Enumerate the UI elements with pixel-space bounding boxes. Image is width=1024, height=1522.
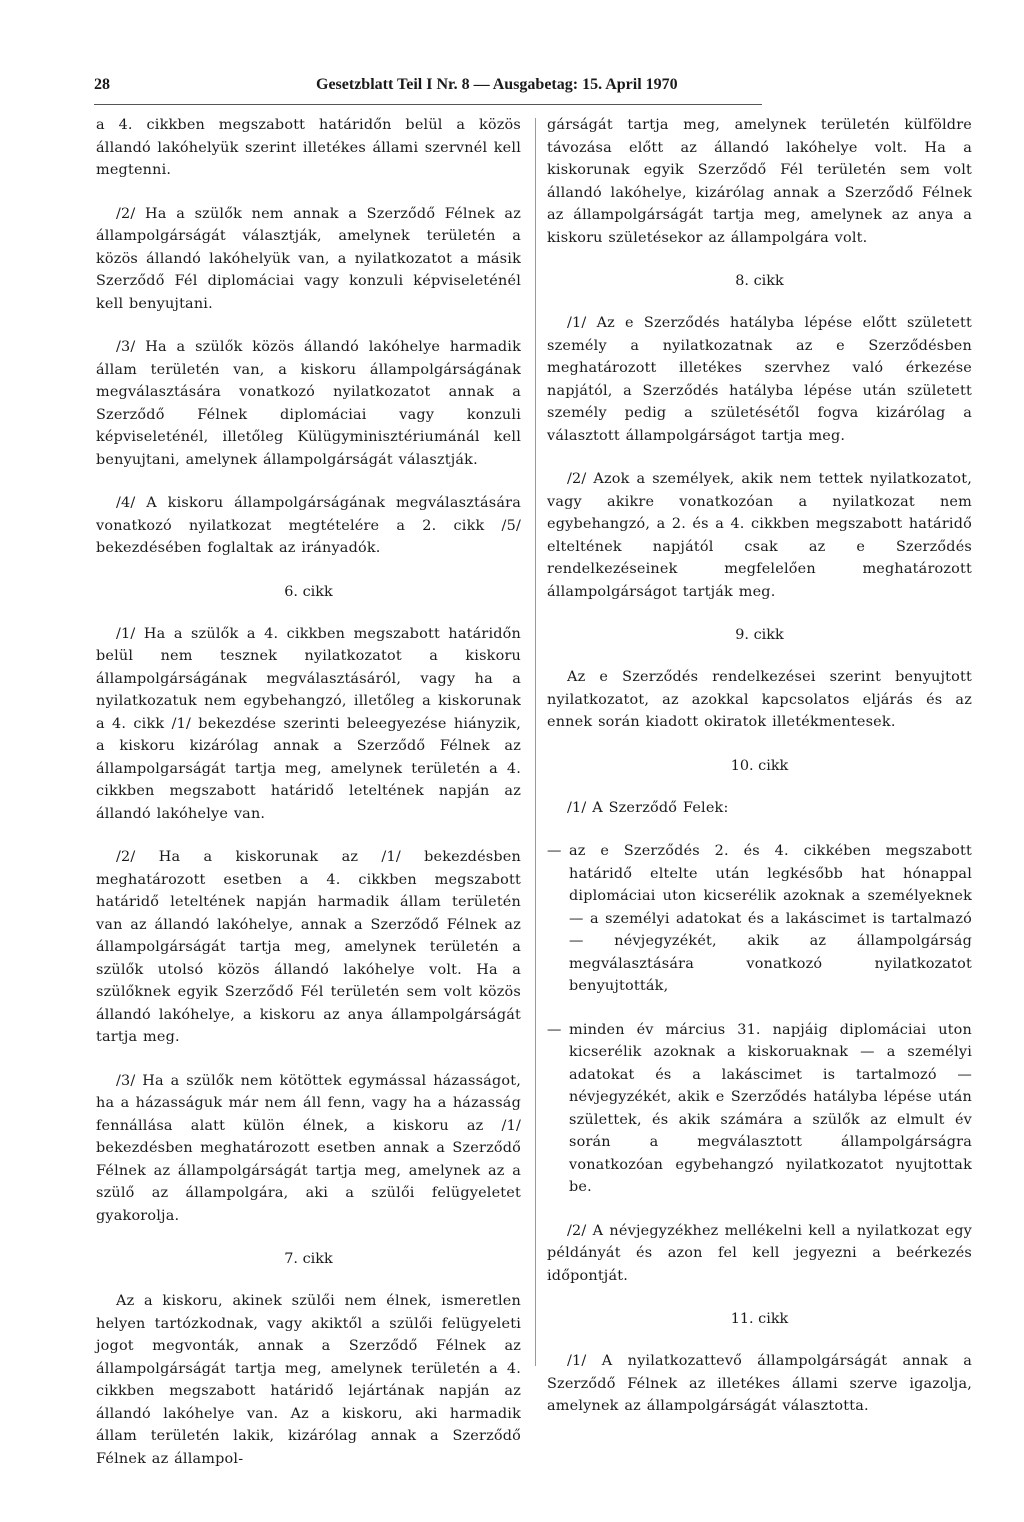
right-column bbox=[547, 114, 972, 1418]
list-item-text: minden év március 31. napjáig diplomáciai uton kicserélik azoknak a kiskoruaknak — a személyi adatokat és a lakáscimet is tartalmozó — névjegyzékét, akik e Szerződés hatályba lépése után születtek, és akik számára a szülők az elmult év során a megválasztott állampolgárságra vonatkozóan egybehangzó nyilatkozatot nyujtottak be. bbox=[569, 1021, 972, 1195]
paragraph: /4/ A kiskoru állampolgárságának megválasztására vonatkozó nyilatkozat megtételére a 2. cikk /5/ bekezdésében foglaltak az irányadók. bbox=[96, 495, 521, 556]
list-item-text: az e Szerződés 2. és 4. cikkében megszabott határidő eltelte után legkésőbb hat hónappal diplomáciai uton kicserélik azoknak a személyeknek — a személyi adatokat és a lakáscimet is tartalmazó — névjegyzékét, akik az állampolgárság megválasztására vonatkozó nyilatkozatot benyujtották, bbox=[569, 843, 972, 994]
paragraph: /1/ A Szerződő Felek: bbox=[567, 799, 729, 816]
dash-bullet: — bbox=[547, 1021, 562, 1038]
paragraph: /3/ Ha a szülők nem kötöttek egymással házasságot, ha a házasságuk már nem áll fenn, vagy ha a házasság fennállása alatt külön élnek, a kiskoru az /1/ bekezdésben meghatározott esetben annak a Szerződő Félnek az állampolgárságát tartja meg, amelynek az a szülő az állampolgára, aki a szülői felügyeletet gyakorolja. bbox=[96, 1072, 521, 1224]
page-header bbox=[94, 76, 762, 100]
paragraph: /1/ Ha a szülők a 4. cikkben megszabott határidőn belül nem tesznek nyilatkozatot a kiskoru állampolgárságának megválasztásáról, vagy ha a nyilatkozatuk nem egybehangzó, illetőleg a kiskorunak a 4. cikk /1/ bekezdése szerinti beleegyezése hiányzik, a kiskoru kizárólag annak a Szerződő Félnek az állampolgarságát tartja meg, amelynek területén a 4. cikkben megszabott határidő leteltének napján az állandó lakóhelye van. bbox=[96, 625, 521, 822]
paragraph: /2/ Ha a kiskorunak az /1/ bekezdésben meghatározott esetben a 4. cikkben megszabott határidő leteltének napján harmadik állam területén van az állandó lakóhelye, annak a Szerződő Félnek az állampolgárságát tartja meg, amelynek területén a szülők utolsó közös állandó lakóhelye volt. Ha a szülőknek egyik Szerződő Fél területén sem volt közös állandó lakóhelye, a kiskoru az anya állampolgárságát tartja meg. bbox=[96, 849, 521, 1045]
list-item bbox=[547, 840, 972, 998]
section-heading: 11. cikk bbox=[730, 1311, 789, 1327]
paragraph: Az e Szerződés rendelkezései szerint benyujtott nyilatkozatot, az azokkal kapcsolatos eljárás és az ennek során kiadott okiratok illetékmentesek. bbox=[547, 669, 972, 730]
section-heading: 9. cikk bbox=[735, 627, 784, 643]
header-rule bbox=[94, 104, 762, 105]
paragraph: /3/ Ha a szülők közös állandó lakóhelye harmadik állam területén van, a kiskoru állampolgárságának megválasztására vonatkozó nyilatkozatot annak a Szerződő Félnek diplomáciai vagy konzuli képviseleténél, illetőleg Külügyminisztériumánál kell benyujtani, amelynek állampolgárságát választják. bbox=[96, 339, 521, 468]
dash-list bbox=[547, 840, 972, 1199]
paragraph: /2/ Azok a személyek, akik nem tettek nyilatkozatot, vagy akikre vonatkozóan a nyilatkozat nem egybehangzó, a 2. és a 4. cikkben megszabott határidő elteltének napjától csak az e Szerződés rendelkezéseinek megfelelően meghatározott állampolgárságot tartják meg. bbox=[547, 471, 972, 600]
dash-bullet: — bbox=[547, 843, 562, 859]
paragraph: a 4. cikkben megszabott határidőn belül a közös állandó lakóhelyük szerint illetékes állami szervnél kell megtenni. bbox=[96, 117, 521, 178]
column-divider bbox=[535, 118, 536, 1366]
list-item bbox=[547, 1019, 972, 1199]
paragraph: /1/ A nyilatkozattevő állampolgárságát annak a Szerződő Félnek az illetékes állami szerve igazolja, amelynek az állampolgárságát választotta. bbox=[547, 1353, 972, 1414]
page-number: 28 bbox=[94, 76, 110, 93]
section-heading: 8. cikk bbox=[735, 273, 784, 289]
paragraph: gárságát tartja meg, amelynek területén külföldre távozása előtt az állandó lakóhelye volt. Ha a kiskorunak egyik Szerződő Fél területén sem volt állandó lakóhelye, kizárólag annak a Szerződő Félnek az állampolgárságát tartja meg, amelynek az anya a kiskoru születésekor az állampolgára volt. bbox=[547, 117, 972, 246]
paragraph: /2/ Ha a szülők nem annak a Szerződő Félnek az állampolgárságát választják, amelynek területén a közös állandó lakóhelyük van, a nyilatkozatot a másik Szerződő Fél diplomáciai vagy konzuli képviseleténél kell benyujtani. bbox=[96, 205, 521, 312]
left-column bbox=[96, 114, 521, 1470]
section-heading: 6. cikk bbox=[284, 583, 333, 600]
section-heading: 10. cikk bbox=[730, 757, 789, 774]
section-heading: 7. cikk bbox=[284, 1251, 333, 1267]
running-title: Gesetzblatt Teil I Nr. 8 — Ausgabetag: 15. April 1970 bbox=[316, 76, 678, 93]
paragraph: /1/ Az e Szerződés hatályba lépése előtt született személy a nyilatkozatnak az e Szerződésben meghatározott illetékes szervhez való érkezése napjától, a Szerződés hatályba lépése után született személy pedig a születésétől fogva kizárólag a választott állampolgárságot tartja meg. bbox=[547, 315, 972, 444]
paragraph: /2/ A névjegyzékhez mellékelni kell a nyilatkozat egy példányát és azon fel kell jegyezni a beérkezés időpontját. bbox=[547, 1222, 972, 1284]
paragraph: Az a kiskoru, akinek szülői nem élnek, ismeretlen helyen tartózkodnak, vagy akiktől a szülői felügyeleti jogot megvonták, annak a Szerződő Félnek az állampolgárságát tartja meg, amelynek területén a 4. cikkben megszabott határidő lejártának napján az állandó lakóhelye van. Az a kiskoru, aki harmadik állam területén lakik, kizárólag annak a Szerződő Félnek az állampol- bbox=[96, 1293, 521, 1467]
